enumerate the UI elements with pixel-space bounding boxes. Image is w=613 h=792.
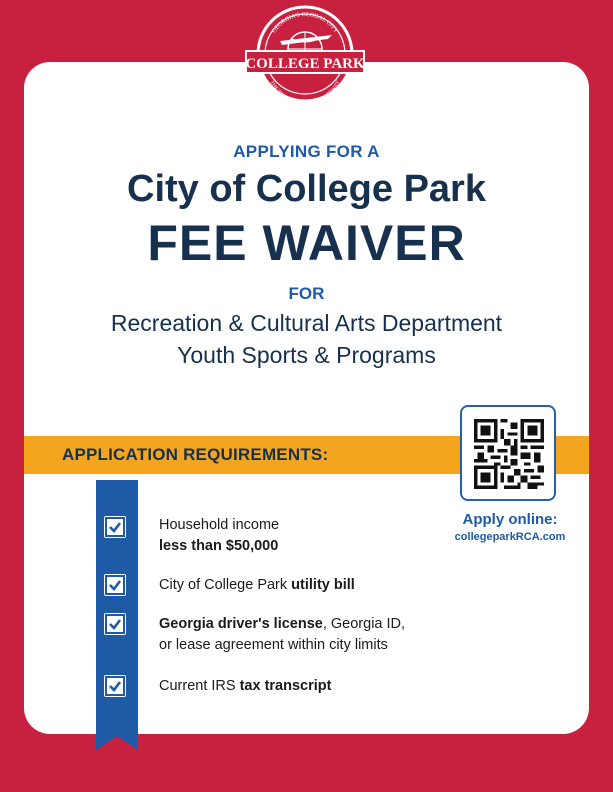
apply-online-label: Apply online: [462,511,558,528]
requirement-utility-bill [159,575,355,596]
college-park-seal [240,5,370,103]
kicker-text: APPLYING FOR A [233,142,380,161]
requirement-text: Current IRS [159,678,240,694]
requirement-id [159,614,405,656]
requirement-bold-text: tax transcript [239,678,332,694]
checkbox-icon [104,574,126,596]
requirement-bold-text: Georgia driver's license [159,616,323,632]
requirement-tax-transcript [159,676,331,697]
requirement-bold-text: less than $50,000 [159,538,279,554]
requirement-bold-text: utility bill [291,577,355,593]
program-name: Youth Sports & Programs [177,342,436,368]
page-title: City of College Park [127,168,486,210]
seal-top-text: GEORGIA'S GLOBAL CITY [271,11,339,35]
requirement-text: , Georgia ID, [322,616,406,632]
requirements-heading: APPLICATION REQUIREMENTS: [62,445,329,464]
requirement-text: Household income [159,517,280,533]
checkbox-icon [104,675,126,697]
requirement-income [159,515,279,557]
qr-code-icon[interactable] [474,419,544,489]
checkbox-icon [104,613,126,635]
for-label: FOR [288,284,325,303]
qr-code-frame[interactable] [460,405,556,501]
checkbox-icon [104,516,126,538]
department-name: Recreation & Cultural Arts Department [110,310,503,336]
page-subtitle: FEE WAIVER [147,215,466,271]
seal-name: COLLEGE PARK [245,56,365,72]
requirement-text: City of College Park [159,577,292,593]
apply-online-link[interactable]: collegeparkRCA.com [454,531,566,543]
seal-bottom-text: THE TRANSPO ION GATEWAY [268,79,342,103]
requirement-text: or lease agreement within city limits [159,637,388,653]
